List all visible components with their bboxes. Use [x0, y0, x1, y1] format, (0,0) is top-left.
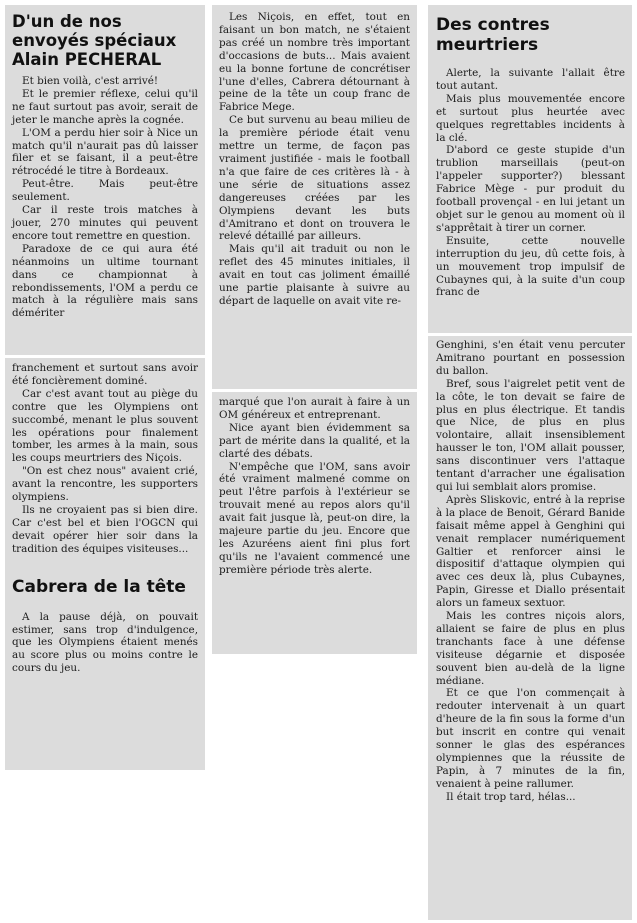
paragraph: Et bien voilà, c'est arrivé! — [22, 75, 159, 87]
paragraph: N'empêche que l'OM, sans avoir été vraiment malmené comme on peut l'être parfois à l'extérieur se trouvait mené au repos alors qu'il avait fait jusque là, peut-on dire, la majeure partie du jeu. Encore que les Azuréens aient fini plus fort qu'ils ne l'avaient commencé une première période très alerte. — [219, 460, 410, 576]
paragraph: Les Niçois, en effet, tout en faisant un bon match, ne s'étaient pas créé un nombre très important d'occasions de buts... Mais avaient eu la bonne fortune de concrétiser l'une d'elles, Cabrera détournant à peine de la tête un coup franc de Fabrice Mege. — [219, 11, 410, 114]
paragraph: Genghini, s'en était venu percuter Amitrano pourtant en possession du ballon. — [436, 339, 625, 377]
paragraph: franchement et surtout sans avoir été foncièrement dominé. — [12, 362, 198, 387]
paragraph: Mais les contres niçois alors, allaient se faire de plus en plus tranchants face à une défense visiteuse dégarnie et disposée souvent bien au-delà de la ligne médiane. — [436, 610, 625, 687]
paragraph: Car il reste trois matches à jouer, 270 minutes qui peuvent encore tout remettre en question. — [12, 204, 198, 242]
paragraph: Il était trop tard, hélas... — [446, 790, 576, 803]
clipping-col1 — [5, 5, 205, 355]
paragraph: Et le premier réflexe, celui qu'il ne faut surtout pas avoir, serait de jeter le manche après la cognée. — [12, 87, 198, 126]
paragraph: Car c'est avant tout au piège du contre que les Olympiens ont succombé, menant le plus souvent les opérations pour finalement tomber, les armes à la main, sous les coups meurtriers des Niçois. — [12, 387, 198, 465]
paragraph: A la pause déjà, on pouvait estimer, sans trop d'indulgence, que les Olympiens étaient menés au score plus ou moins contre le cours du jeu. — [12, 610, 198, 675]
paragraph: Alerte, la suivante l'allait être tout autant. — [436, 67, 625, 92]
section-heading-line-2: meurtriers — [436, 35, 539, 55]
paragraph: Ce but survenu au beau milieu de la première période était venu mettre un terme, de façon pas vraiment justifiée - mais le football n'a que faire de ces critères là - à une série de situations assez dangereuses créées par les Olympiens devant les buts d'Amitrano et dont on trouvera le relevé détaillé par ailleurs. — [219, 114, 410, 243]
paragraph: Mais plus mouvementée encore et surtout plus heurtée avec quelques regrettables incidents à la clé. — [436, 92, 625, 144]
clipping-col2b — [212, 392, 417, 654]
paragraph: Paradoxe de ce qui aura été néanmoins un ultime tournant dans ce championnat à rebondissements, l'OM a perdu ce match à la régulière mais sans démériter — [12, 242, 198, 320]
clipping-col2 — [212, 5, 417, 389]
section-heading — [436, 15, 625, 55]
paragraph: "On est chez nous" avaient crié, avant la rencontre, les supporters olympiens. — [12, 465, 198, 504]
paragraph: marqué que l'on aurait à faire à un OM généreux et entreprenant. — [219, 396, 410, 421]
paragraph: Mais qu'il ait traduit ou non le reflet des 45 minutes initiales, il avait en tout cas joliment émaillé une partie plaisante à suivre au départ de laquelle on avait vite re- — [219, 243, 410, 307]
paragraph: Peut-être. Mais peut-être seulement. — [12, 178, 198, 204]
paragraph: D'abord ce geste stupide d'un trublion marseillais (peut-on l'appeler supporter?) blessant Fabrice Mège - pur produit du football provençal - en lui jetant un objet sur le genou au moment où il s'apprêtait à tirer un corner. — [436, 144, 625, 234]
paragraph: Bref, sous l'aigrelet petit vent de la côte, le ton devait se faire de plus en plus électrique. Et tandis que Nice, de plus en plus volontaire, allait insensiblement hausser le ton, l'OM allait pousser, sans discontinuer vers l'attaque tentant d'arracher une égalisation qui lui semblait alors promise. — [436, 377, 625, 493]
paragraph: L'OM a perdu hier soir à Nice un match qu'il n'aurait pas dû laisser filer et se faisant, il a peut-être rétrocédé le titre à Bordeaux. — [12, 126, 198, 178]
section-heading-line-1: Des contres — [436, 15, 550, 35]
paragraph: Après Sliskovic, entré à la reprise à la place de Benoit, Gérard Banide faisait même appel à Genghini qui venait remplacer numériquement Galtier et renforcer ainsi le dispositif d'attaque olympien qui avec ces deux là, plus Cubaynes, Papin, Giresse et Diallo présentait alors un fameux sextuor. — [436, 493, 625, 610]
clipping-col3 — [428, 5, 632, 333]
clipping-col1b — [5, 358, 205, 770]
byline-line-3: Alain PECHERAL — [12, 50, 162, 69]
byline-line-1: D'un de nos — [12, 12, 122, 31]
subheading: Cabrera de la tête — [12, 576, 186, 597]
byline-line-2: envoyés spéciaux — [12, 31, 177, 50]
paragraph: Et ce que l'on commençait à redouter intervenait à un quart d'heure de la fin sous la forme d'un but inscrit en contre qui venait sonner le glas des espérances olympiennes que la réussite de Papin, à 7 minutes de la fin, venaient à peine rallumer. — [436, 687, 625, 790]
paragraph: Ils ne croyaient pas si bien dire. Car c'est bel et bien l'OGCN qui devait opérer hier soir dans la tradition des équipes visiteuses... — [12, 503, 198, 555]
paragraph: Nice ayant bien évidemment sa part de mérite dans la qualité, et la clarté des débats. — [219, 421, 410, 460]
clipping-col3b — [428, 336, 632, 920]
paragraph: Ensuite, cette nouvelle interruption du jeu, dû cette fois, à un mouvement trop impulsif de Cubaynes qui, à la suite d'un coup franc de — [436, 234, 625, 299]
byline-heading — [12, 12, 198, 69]
